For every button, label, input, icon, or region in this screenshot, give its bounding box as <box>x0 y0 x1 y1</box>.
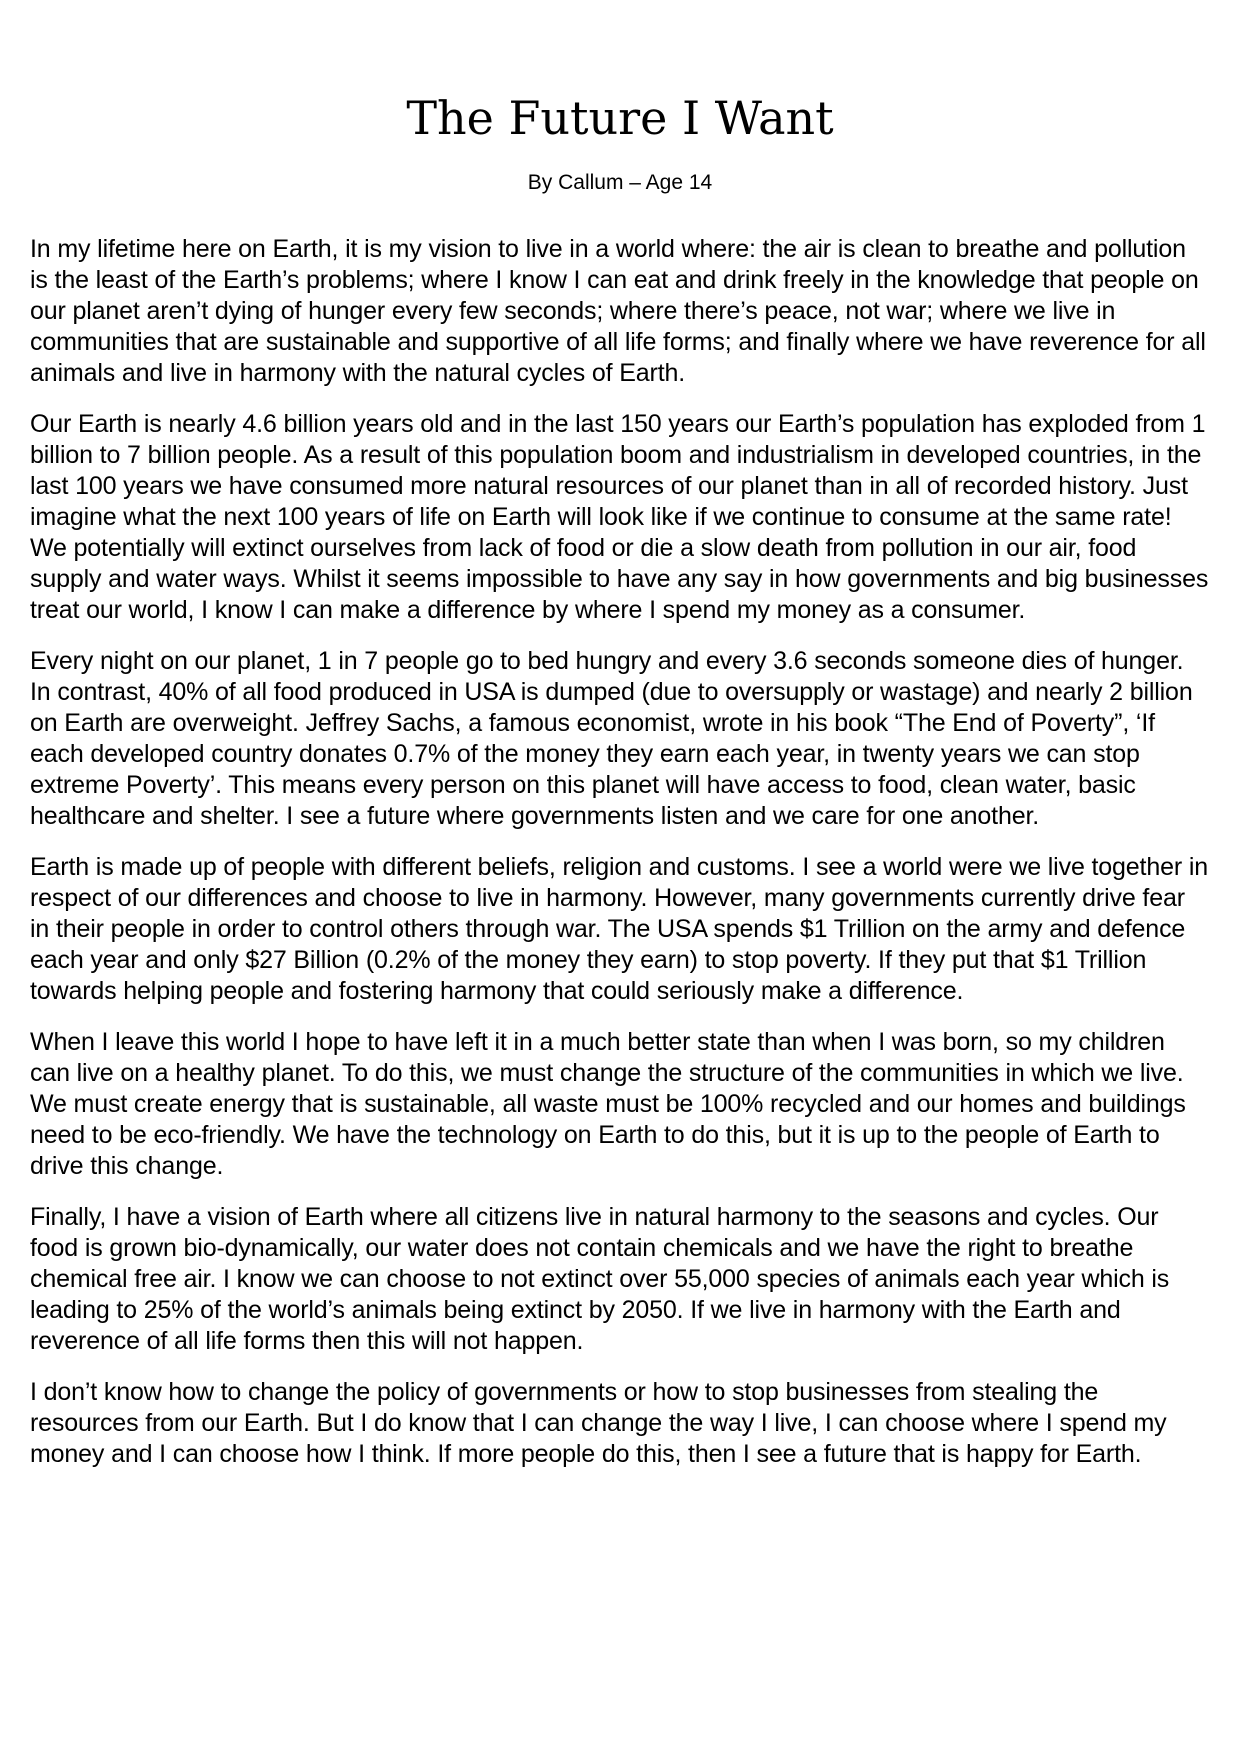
essay-body <box>30 234 1210 1490</box>
byline: By Callum – Age 14 <box>527 171 713 194</box>
page-title: The Future I Want <box>406 91 834 145</box>
paragraph-1: In my lifetime here on Earth, it is my vision to live in a world where: the air is clean to breathe and pollution is the least of the Earth’s problems; where I know I can eat and drink freely in the knowledge that people on our planet aren’t dying of hunger every few seconds; where there’s peace, not war; where we live in communities that are sustainable and supportive of all life forms; and finally where we have reverence for all animals and live in harmony with the natural cycles of Earth. <box>30 235 1206 387</box>
paragraph-4: Earth is made up of people with different beliefs, religion and customs. I see a world were we live together in respect of our differences and choose to live in harmony. However, many governments currently drive fear in their people in order to control others through war. The USA spends $1 Trillion on the army and defence each year and only $27 Billion (0.2% of the money they earn) to stop poverty. If they put that $1 Trillion towards helping people and fostering harmony that could seriously make a difference. <box>30 853 1208 1005</box>
paragraph-3: Every night on our planet, 1 in 7 people go to bed hungry and every 3.6 seconds someone dies of hunger. In contrast, 40% of all food produced in USA is dumped (due to oversupply or wastage) and nearly 2 billion on Earth are overweight. Jeffrey Sachs, a famous economist, wrote in his book “The End of Poverty”, ‘If each developed country donates 0.7% of the money they earn each year, in twenty years we can stop extreme Poverty’. This means every person on this planet will have access to food, clean water, basic healthcare and shelter. I see a future where governments listen and we care for one another. <box>30 647 1193 830</box>
paragraph-5: When I leave this world I hope to have left it in a much better state than when I was born, so my children can live on a healthy planet. To do this, we must change the structure of the communities in which we live. We must create energy that is sustainable, all waste must be 100% recycled and our homes and buildings need to be eco-friendly. We have the technology on Earth to do this, but it is up to the people of Earth to drive this change. <box>30 1028 1186 1180</box>
paragraph-2: Our Earth is nearly 4.6 billion years old and in the last 150 years our Earth’s population has exploded from 1 billion to 7 billion people. As a result of this population boom and industrialism in developed countries, in the last 100 years we have consumed more natural resources of our planet than in all of recorded history. Just imagine what the next 100 years of life on Earth will look like if we continue to consume at the same rate! We potentially will extinct ourselves from lack of food or die a slow death from pollution in our air, food supply and water ways. Whilst it seems impossible to have any say in how governments and big businesses treat our world, I know I can make a difference by where I spend my money as a consumer. <box>30 410 1209 624</box>
paragraph-6: Finally, I have a vision of Earth where all citizens live in natural harmony to the seasons and cycles. Our food is grown bio-dynamically, our water does not contain chemicals and we have the right to breathe chemical free air. I know we can choose to not extinct over 55,000 species of animals each year which is leading to 25% of the world’s animals being extinct by 2050. If we live in harmony with the Earth and reverence of all life forms then this will not happen. <box>30 1203 1170 1355</box>
paragraph-7: I don’t know how to change the policy of governments or how to stop businesses from stealing the resources from our Earth. But I do know that I can change the way I live, I can choose where I spend my money and I can choose how I think. If more people do this, then I see a future that is happy for Earth. <box>30 1378 1167 1468</box>
